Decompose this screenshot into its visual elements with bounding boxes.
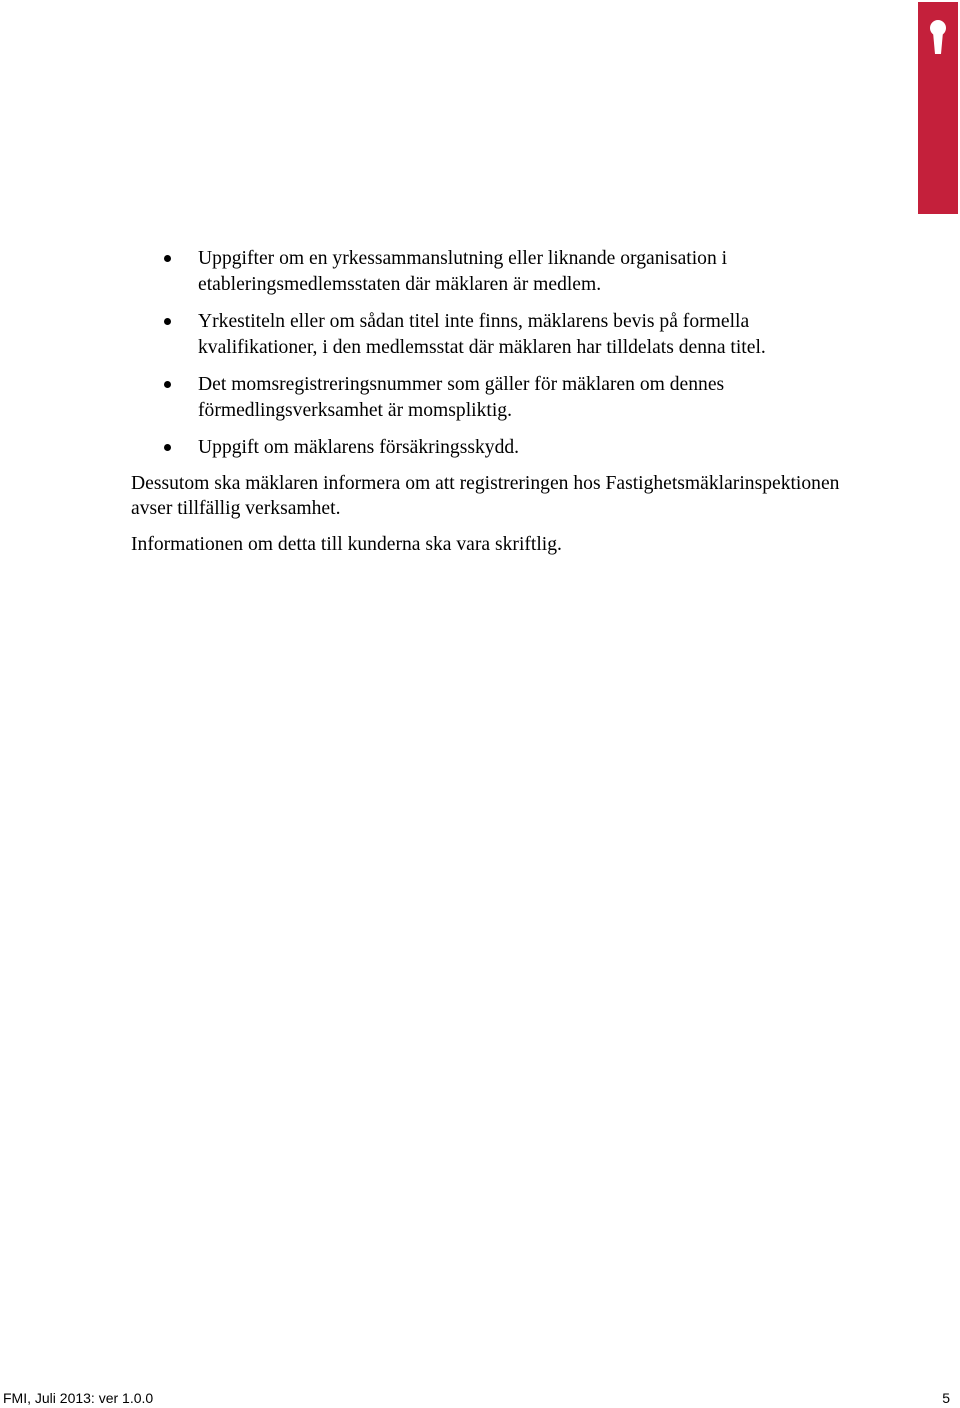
bullet-item (131, 309, 851, 360)
bullet-icon (164, 255, 171, 262)
paragraph-registration: Dessutom ska mäklaren informera om att registreringen hos Fastighetsmäklarinspektionen avser tillfällig verksamhet. (131, 472, 840, 519)
bullet-text: Det momsregistreringsnummer som gäller för mäklaren om dennes förmedlingsverksamhet är momspliktig. (198, 374, 725, 421)
brand-tab (918, 2, 958, 214)
bullet-text: Uppgifter om en yrkessammanslutning eller liknande organisation i etableringsmedlemsstaten där mäklaren är medlem. (198, 248, 728, 295)
bullet-icon (164, 318, 171, 325)
bullet-item (131, 435, 851, 461)
keyhole-icon (926, 18, 950, 56)
bullet-icon (164, 381, 171, 388)
bullet-item (131, 246, 851, 297)
footer-version: FMI, Juli 2013: ver 1.0.0 (3, 1390, 154, 1406)
document-body (131, 246, 851, 567)
bullet-text: Uppgift om mäklarens försäkringsskydd. (198, 437, 520, 458)
paragraph-written-info: Informationen om detta till kunderna ska vara skriftlig. (131, 533, 562, 555)
bullet-icon (164, 444, 171, 451)
page-number: 5 (942, 1390, 950, 1406)
bullet-text: Yrkestiteln eller om sådan titel inte finns, mäklarens bevis på formella kvalifikationer, i den medlemsstat där mäklaren har tilldelats denna titel. (198, 311, 766, 358)
bullet-list (131, 246, 851, 461)
bullet-item (131, 372, 851, 423)
